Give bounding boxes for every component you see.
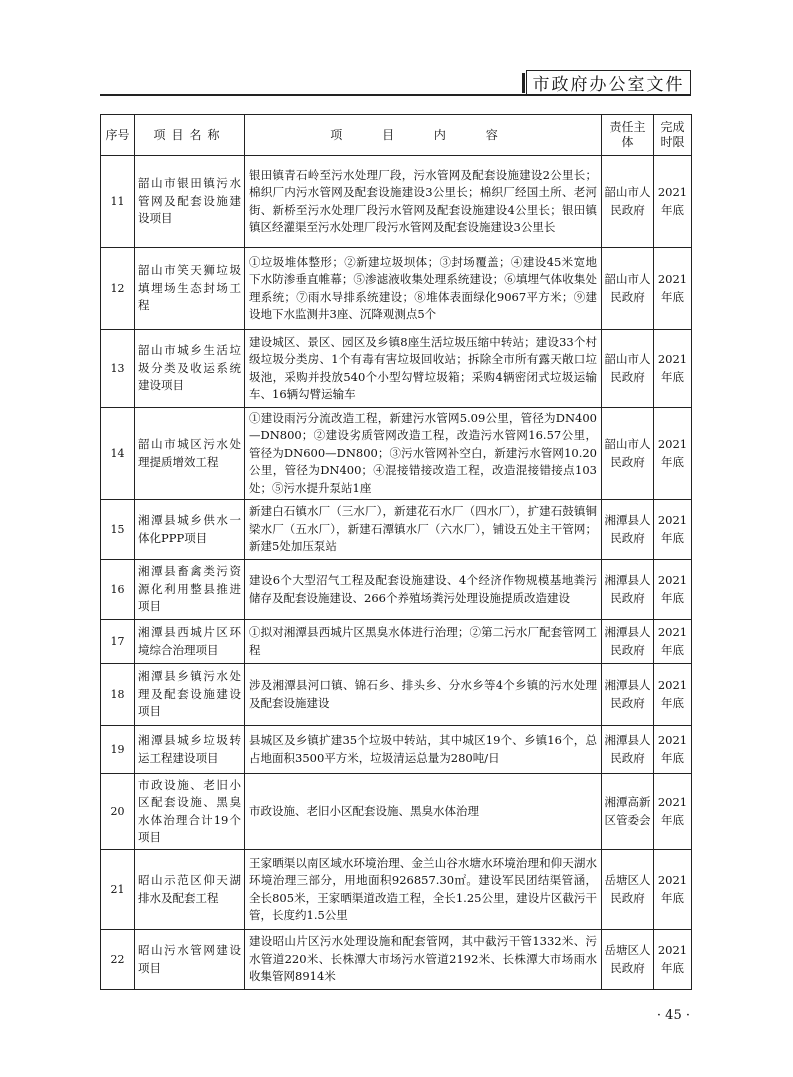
row-time: 2021年底 <box>654 408 692 500</box>
row-no: 19 <box>101 726 135 774</box>
row-content: ①拟对湘潭县西城片区黑臭水体进行治理；②第二污水厂配套管网工程 <box>245 620 602 664</box>
row-resp: 湘潭县人民政府 <box>602 500 654 560</box>
row-time: 2021年底 <box>654 774 692 850</box>
doc-category-text: 市政府办公室文件 <box>532 75 685 95</box>
row-time: 2021年底 <box>654 248 692 330</box>
row-name: 韶山市城乡生活垃圾分类及收运系统建设项目 <box>135 330 245 408</box>
row-name: 韶山市笑天狮垃圾填埋场生态封场工程 <box>135 248 245 330</box>
row-name: 韶山市城区污水处理提质增效工程 <box>135 408 245 500</box>
table-row <box>101 248 692 330</box>
row-resp: 湘潭县人民政府 <box>602 560 654 620</box>
row-content: ①垃圾堆体整形；②新建垃圾坝体；③封场覆盖；④建设45米宽地下水防渗垂直帷幕；⑤渗滤液收集处理系统建设；⑥填埋气体收集处理系统；⑦雨水导排系统建设；⑧堆体表面绿化9067平方米；⑨建设地下水监测井3座、沉降观测点5个 <box>245 248 602 330</box>
row-no: 22 <box>101 930 135 990</box>
row-content: ①建设雨污分流改造工程，新建污水管网5.09公里，管径为DN400—DN800；②建设劣质管网改造工程，改造污水管网16.57公里，管径为DN600—DN800；③污水管网补空白，新建污水管网10.20公里，管径为DN400；④混接错接改造工程，改造混接错接点103处；⑤污水提升泵站1座 <box>245 408 602 500</box>
row-name: 昭山污水管网建设项目 <box>135 930 245 990</box>
row-name: 湘潭县城乡垃圾转运工程建设项目 <box>135 726 245 774</box>
row-resp: 岳塘区人民政府 <box>602 850 654 930</box>
row-resp: 湘潭高新区管委会 <box>602 774 654 850</box>
row-name: 湘潭县乡镇污水处理及配套设施建设项目 <box>135 664 245 726</box>
row-no: 11 <box>101 156 135 248</box>
row-content: 新建白石镇水厂（三水厂），新建花石水厂（四水厂），扩建石鼓镇铜梁水厂（五水厂），新建石潭镇水厂（六水厂），铺设五处主干管网；新建5处加压泵站 <box>245 500 602 560</box>
header-time: 完成时限 <box>654 115 692 156</box>
row-time: 2021年底 <box>654 560 692 620</box>
table-header-row <box>101 115 692 156</box>
row-time: 2021年底 <box>654 930 692 990</box>
row-time: 2021年底 <box>654 330 692 408</box>
row-content: 市政设施、老旧小区配套设施、黑臭水体治理 <box>245 774 602 850</box>
row-resp: 湘潭县人民政府 <box>602 726 654 774</box>
row-resp: 韶山市人民政府 <box>602 330 654 408</box>
row-no: 20 <box>101 774 135 850</box>
header-content: 项 目 内 容 <box>245 115 602 156</box>
table-row <box>101 500 692 560</box>
row-name: 湘潭县城乡供水一体化PPP项目 <box>135 500 245 560</box>
doc-category-label <box>526 70 691 94</box>
row-name: 湘潭县西城片区环境综合治理项目 <box>135 620 245 664</box>
row-no: 13 <box>101 330 135 408</box>
row-name: 市政设施、老旧小区配套设施、黑臭水体治理合计19个项目 <box>135 774 245 850</box>
table-row <box>101 156 692 248</box>
table-row <box>101 850 692 930</box>
row-time: 2021年底 <box>654 664 692 726</box>
row-no: 18 <box>101 664 135 726</box>
row-time: 2021年底 <box>654 850 692 930</box>
row-content: 建设昭山片区污水处理设施和配套管网，其中截污干管1332米、污水管道220米、长株潭大市场污水管道2192米、长株潭大市场雨水收集管网8914米 <box>245 930 602 990</box>
row-resp: 韶山市人民政府 <box>602 408 654 500</box>
row-content: 县城区及乡镇扩建35个垃圾中转站，其中城区19个、乡镇16个，总占地面积3500平方米，垃圾清运总量为280吨/日 <box>245 726 602 774</box>
page-number: · 45 · <box>656 1008 690 1023</box>
header-no: 序号 <box>101 115 135 156</box>
row-name: 湘潭县畜禽类污资源化利用整县推进项目 <box>135 560 245 620</box>
row-name: 韶山市银田镇污水管网及配套设施建设项目 <box>135 156 245 248</box>
row-content: 王家晒渠以南区域水环境治理、金兰山谷水塘水环境治理和仰天湖水环境治理三部分，用地面积926857.30㎡。建设军民团结渠管涵，全长805米，王家晒渠道改造工程，全长1.25公里，建设片区截污干管，长度约1.5公里 <box>245 850 602 930</box>
table-row <box>101 930 692 990</box>
row-time: 2021年底 <box>654 726 692 774</box>
project-table <box>100 114 692 990</box>
row-resp: 岳塘区人民政府 <box>602 930 654 990</box>
row-no: 14 <box>101 408 135 500</box>
table-row <box>101 560 692 620</box>
row-resp: 湘潭县人民政府 <box>602 664 654 726</box>
row-time: 2021年底 <box>654 500 692 560</box>
row-content: 建设城区、景区、园区及乡镇8座生活垃圾压缩中转站；建设33个村级垃圾分类房、1个有毒有害垃圾回收站；拆除全市所有露天敞口垃圾池，采购并投放540个小型勾臂垃圾箱；采购4辆密闭式垃圾运输车、16辆勾臂运输车 <box>245 330 602 408</box>
row-no: 17 <box>101 620 135 664</box>
header-resp: 责任主体 <box>602 115 654 156</box>
row-content: 银田镇青石岭至污水处理厂段，污水管网及配套设施建设2公里长；棉织厂内污水管网及配套设施建设3公里长；棉织厂经国土所、老河街、新桥至污水处理厂段污水管网及配套设施建设4公里长；银田镇镇区经灌渠至污水处理厂段污水管网及配套设施建设3公里长 <box>245 156 602 248</box>
row-no: 15 <box>101 500 135 560</box>
table-row <box>101 408 692 500</box>
table-row <box>101 774 692 850</box>
row-resp: 湘潭县人民政府 <box>602 620 654 664</box>
row-no: 21 <box>101 850 135 930</box>
row-content: 建设6个大型沼气工程及配套设施建设、4个经济作物规模基地粪污储存及配套设施建设、266个养殖场粪污处理设施提质改造建设 <box>245 560 602 620</box>
table-row <box>101 620 692 664</box>
table-row <box>101 664 692 726</box>
table-row <box>101 330 692 408</box>
row-resp: 韶山市人民政府 <box>602 248 654 330</box>
row-time: 2021年底 <box>654 620 692 664</box>
row-no: 12 <box>101 248 135 330</box>
row-name: 昭山示范区仰天湖排水及配套工程 <box>135 850 245 930</box>
row-time: 2021年底 <box>654 156 692 248</box>
row-resp: 韶山市人民政府 <box>602 156 654 248</box>
table-row <box>101 726 692 774</box>
row-no: 16 <box>101 560 135 620</box>
row-content: 涉及湘潭县河口镇、锦石乡、排头乡、分水乡等4个乡镇的污水处理及配套设施建设 <box>245 664 602 726</box>
header-name: 项目名称 <box>135 115 245 156</box>
